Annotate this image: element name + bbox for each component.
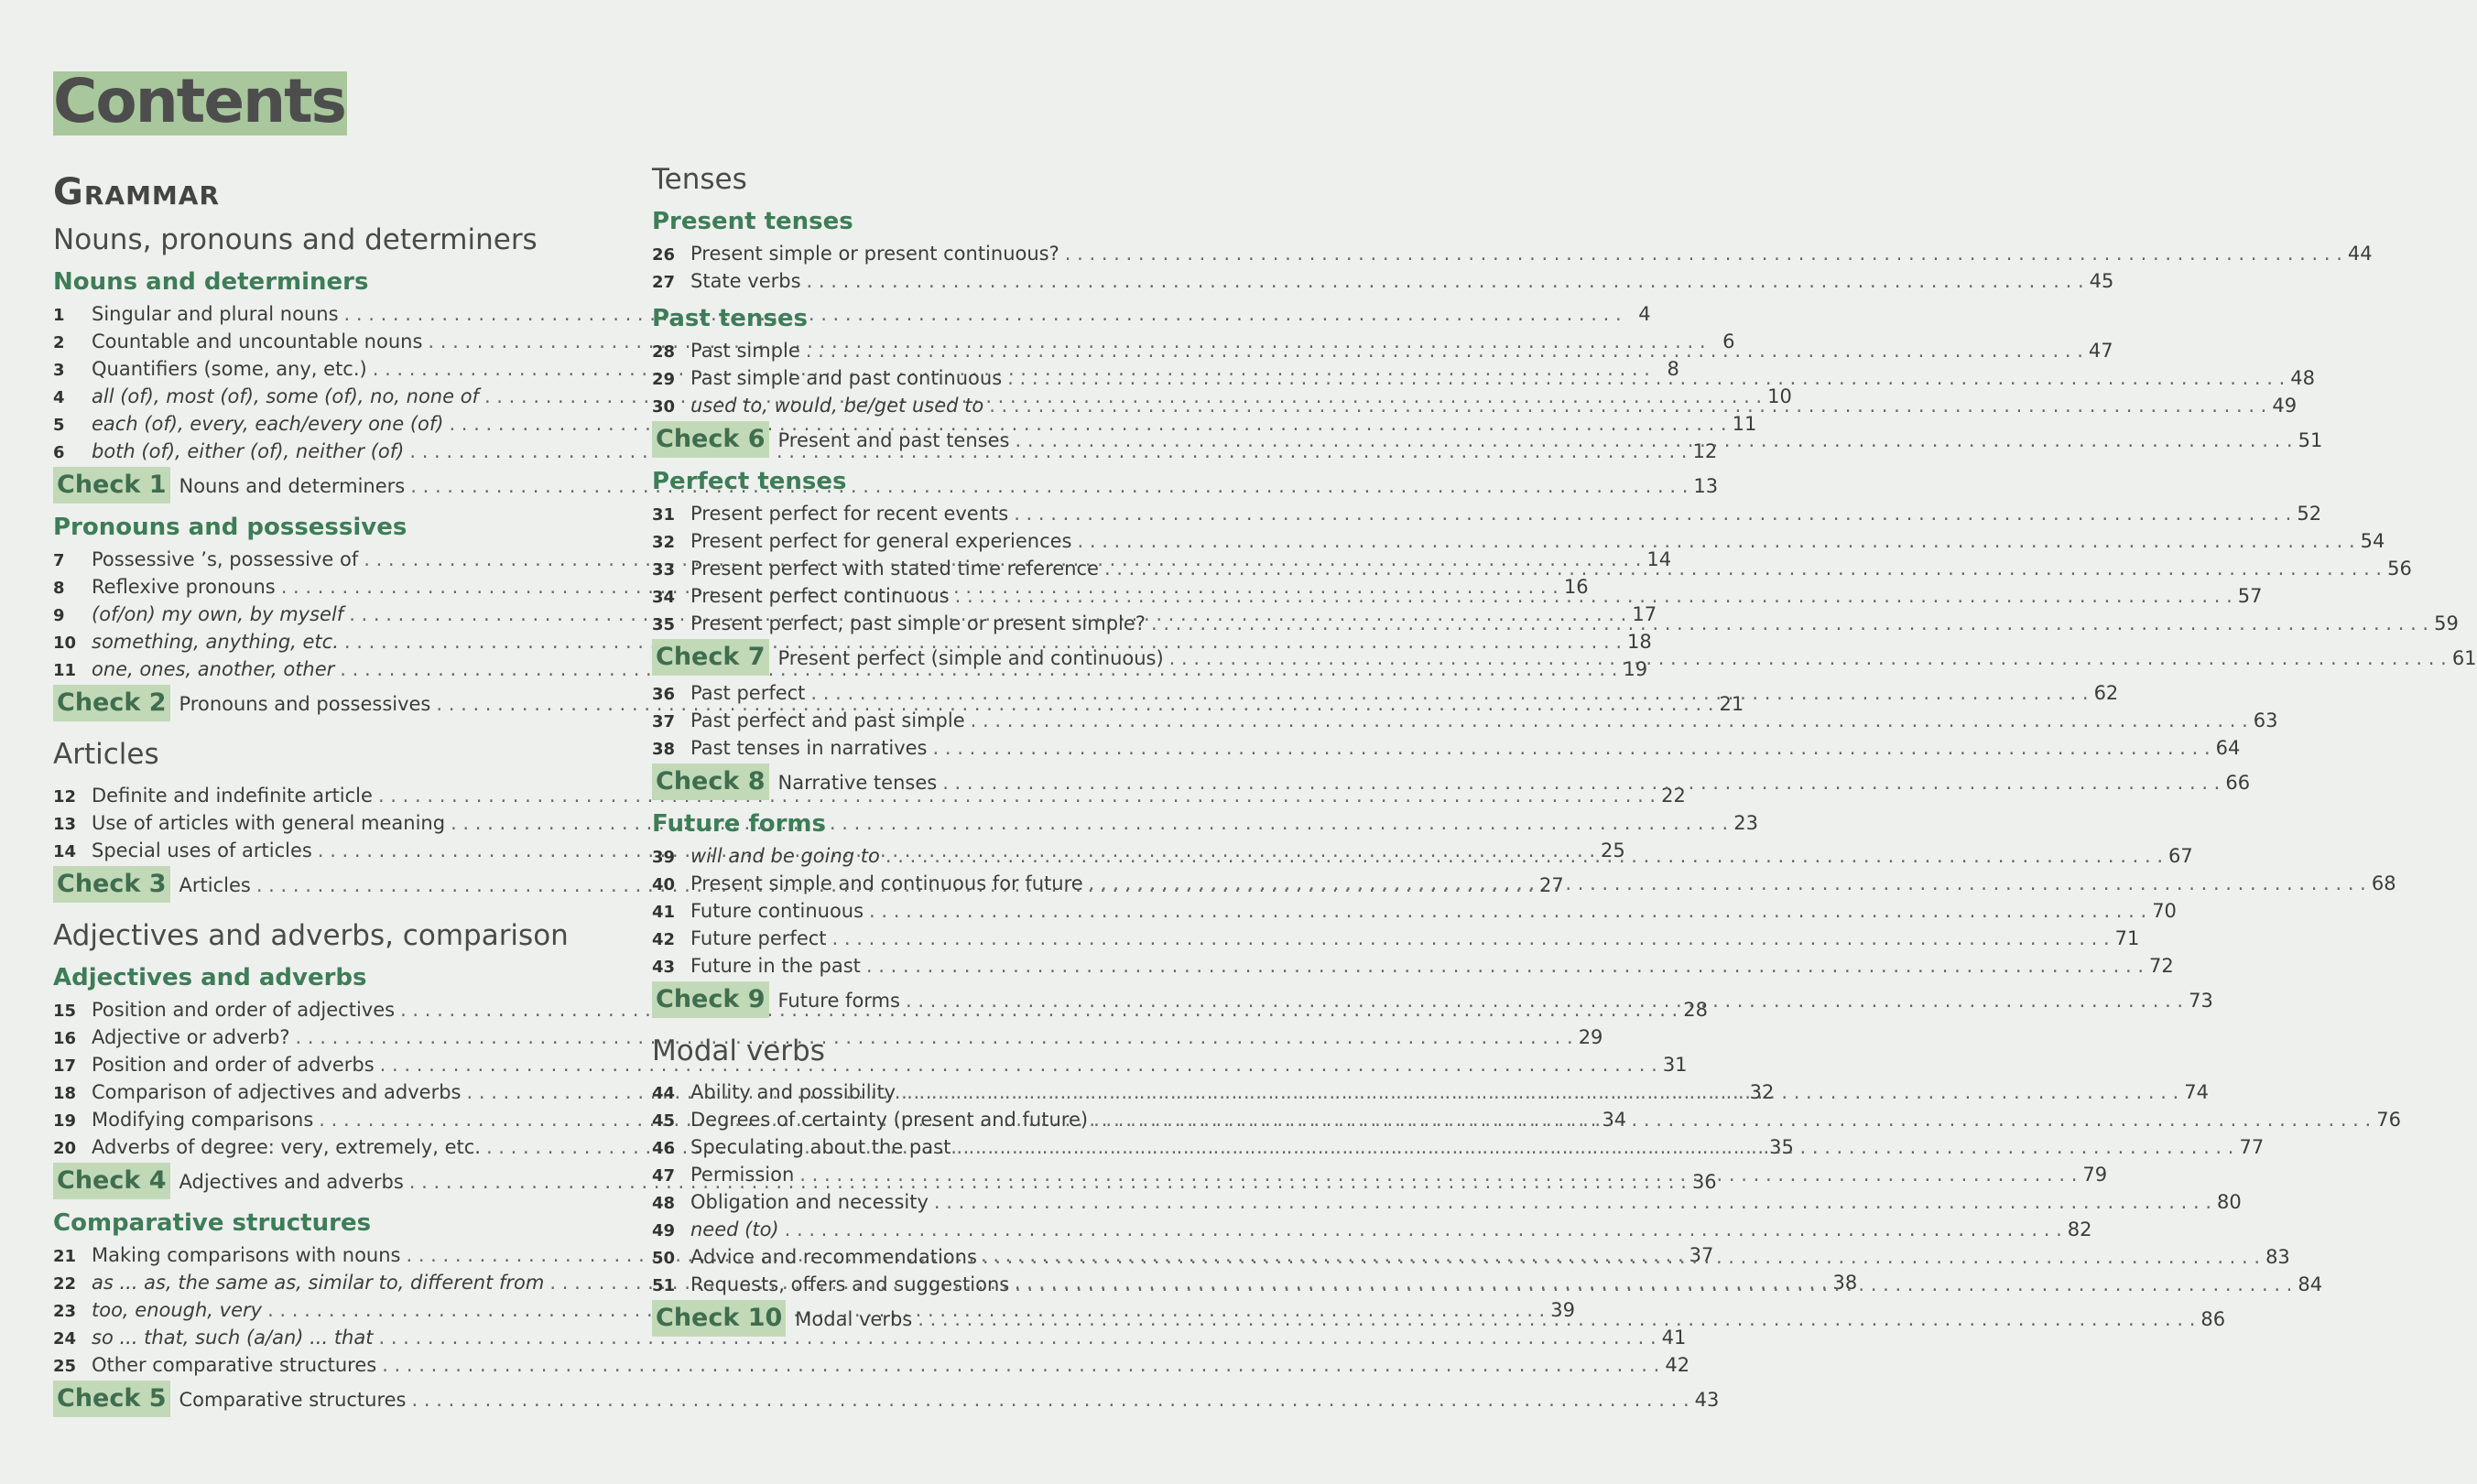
entry-label: Past simple xyxy=(690,340,800,362)
entry-number: 22 xyxy=(53,1274,77,1294)
entry-label: Position and order of adjectives xyxy=(92,999,396,1021)
entry-page: 44 xyxy=(2347,243,2373,265)
entry-label: Present perfect with stated time reference xyxy=(690,558,1099,580)
toc-entry[interactable] xyxy=(53,410,1757,438)
entry-page: 68 xyxy=(2371,872,2396,894)
check-page: 43 xyxy=(1694,1389,1720,1411)
toc-entry[interactable] xyxy=(652,1216,2092,1243)
dot-leader xyxy=(832,925,2110,952)
dot-leader xyxy=(1169,640,2447,677)
entry-label: Adjective or adverb? xyxy=(92,1026,290,1048)
entry-label: Present perfect for general experiences xyxy=(690,530,1072,552)
entry-label: Countable and uncountable nouns xyxy=(92,330,423,352)
entry-page: 41 xyxy=(1661,1327,1687,1349)
dot-leader xyxy=(806,337,2083,364)
entry-label: Past perfect and past simple xyxy=(690,710,965,731)
entry-page: 17 xyxy=(1632,603,1657,625)
entry-label: Past perfect xyxy=(690,682,806,704)
entry-number: 15 xyxy=(53,1002,77,1021)
check-badge: Check 8 xyxy=(652,764,769,800)
dot-leader xyxy=(1015,1271,2292,1298)
entry-number: 12 xyxy=(53,787,77,807)
entry-page: 45 xyxy=(2089,270,2114,292)
dot-leader xyxy=(866,952,2144,980)
check-label: Present and past tenses xyxy=(777,429,1010,451)
entry-label: Present perfect continuous xyxy=(690,585,950,607)
dot-leader xyxy=(1089,870,2366,897)
entry-page: 29 xyxy=(1578,1026,1603,1048)
entry-number: 26 xyxy=(652,245,676,265)
check-label: Future forms xyxy=(777,990,900,1012)
toc-entry[interactable] xyxy=(652,364,2316,392)
entry-page: 22 xyxy=(1661,785,1686,807)
entry-label: Present perfect, past simple or present simple? xyxy=(690,612,1146,634)
entry-page: 49 xyxy=(2272,395,2298,417)
entry-number: 36 xyxy=(652,685,676,704)
check-label: Modal verbs xyxy=(795,1308,913,1330)
entry-page: 34 xyxy=(1602,1109,1627,1131)
entry-page: 64 xyxy=(2215,737,2241,759)
check-label: Nouns and determiners xyxy=(179,475,406,497)
entry-label: Comparison of adjectives and adverbs xyxy=(92,1081,462,1103)
entry-number: 5 xyxy=(53,416,65,435)
entry-label: Possessive ’s, possessive of xyxy=(92,548,359,570)
entry-number: 48 xyxy=(652,1194,676,1213)
entry-number: 9 xyxy=(53,606,65,625)
entry-label: all (of), most (of), some (of), no, none of xyxy=(92,385,479,407)
toc-entry[interactable] xyxy=(652,707,2278,734)
toc-entry[interactable] xyxy=(652,925,2140,952)
entry-number: 18 xyxy=(53,1084,77,1103)
entry-label: Use of articles with general meaning xyxy=(92,812,446,834)
entry-label: Adverbs of degree: very, extremely, etc. xyxy=(92,1136,481,1158)
entry-number: 41 xyxy=(652,903,676,922)
entry-page: 72 xyxy=(2149,955,2174,977)
dot-leader xyxy=(1014,500,2291,527)
entry-page: 38 xyxy=(1832,1272,1858,1294)
entry-number: 47 xyxy=(652,1166,676,1186)
toc-entry[interactable] xyxy=(652,897,2177,925)
dot-leader xyxy=(918,1301,2195,1338)
entry-page: 6 xyxy=(1722,330,1735,352)
entry-label: Speculating about the past xyxy=(690,1136,951,1158)
entry-label: Requests, offers and suggestions xyxy=(690,1273,1010,1295)
entry-page: 4 xyxy=(1638,303,1651,325)
entry-page: 59 xyxy=(2434,612,2459,634)
entry-page: 52 xyxy=(2297,503,2322,525)
dot-leader xyxy=(1007,364,2285,392)
check-page: 66 xyxy=(2225,772,2251,794)
entry-page: 14 xyxy=(1646,548,1672,570)
dot-leader xyxy=(807,267,2084,295)
entry-number: 16 xyxy=(53,1029,77,1048)
check-label: Comparative structures xyxy=(179,1389,407,1411)
entry-number: 17 xyxy=(53,1056,77,1076)
check-badge: Check 10 xyxy=(652,1300,786,1337)
entry-number: 20 xyxy=(53,1139,77,1158)
dot-leader xyxy=(810,679,2088,707)
entry-label: so ... that, such (a/an) ... that xyxy=(92,1327,374,1349)
entry-label: Future continuous xyxy=(690,900,864,922)
toc-entry[interactable] xyxy=(652,267,2114,295)
toc-entry[interactable] xyxy=(652,337,2113,364)
entry-page: 48 xyxy=(2290,367,2316,389)
dot-leader xyxy=(1104,555,2382,582)
entry-number: 51 xyxy=(652,1276,676,1295)
entry-number: 50 xyxy=(652,1249,676,1268)
check-label: Adjectives and adverbs xyxy=(179,1171,404,1193)
check-badge: Check 6 xyxy=(652,421,769,458)
entry-number: 43 xyxy=(652,958,676,977)
entry-page: 54 xyxy=(2360,530,2385,552)
entry-number: 2 xyxy=(53,333,65,352)
entry-page: 79 xyxy=(2082,1164,2108,1186)
entry-page: 74 xyxy=(2184,1081,2209,1103)
check-page: 36 xyxy=(1691,1171,1717,1193)
entry-label: Other comparative structures xyxy=(92,1354,377,1376)
unit-title: Adjectives and adverbs, comparison xyxy=(53,919,569,952)
entry-label: Present simple or present continuous? xyxy=(690,243,1059,265)
entry-label: Past tenses in narratives xyxy=(690,737,928,759)
entry-number: 14 xyxy=(53,842,77,861)
entry-label: Permission xyxy=(690,1164,795,1186)
dot-leader xyxy=(934,1188,2211,1216)
entry-page: 12 xyxy=(1692,440,1718,462)
dot-leader xyxy=(906,982,2183,1019)
check-page: 21 xyxy=(1719,693,1744,715)
dot-leader xyxy=(933,734,2211,762)
dot-leader xyxy=(869,897,2146,925)
check-label: Narrative tenses xyxy=(777,772,938,794)
check-badge: Check 4 xyxy=(53,1163,170,1199)
part-title: Grammar xyxy=(53,171,221,213)
entry-label: Present simple and continuous for future xyxy=(690,872,1083,894)
page-title: Contents xyxy=(53,66,345,136)
dot-leader xyxy=(1151,610,2428,637)
entry-page: 42 xyxy=(1665,1354,1690,1376)
entry-label: Singular and plural nouns xyxy=(92,303,339,325)
dot-leader xyxy=(983,1243,2260,1271)
entry-page: 16 xyxy=(1563,576,1589,598)
entry-label: Modifying comparisons xyxy=(92,1109,314,1131)
section-block xyxy=(652,207,2373,295)
section-title: Comparative structures xyxy=(53,1209,372,1237)
entry-number: 38 xyxy=(652,740,676,759)
check-page: 61 xyxy=(2451,647,2477,669)
entry-label: as ... as, the same as, similar to, different from xyxy=(92,1272,545,1294)
unit-title: Modal verbs xyxy=(652,1034,825,1067)
entry-number: 6 xyxy=(53,443,65,462)
entry-number: 8 xyxy=(53,579,65,598)
entry-label: Making comparisons with nouns xyxy=(92,1244,401,1266)
entry-page: 47 xyxy=(2088,340,2113,362)
section-title: Perfect tenses xyxy=(652,468,847,495)
entry-page: 28 xyxy=(1683,999,1708,1021)
entry-number: 21 xyxy=(53,1247,77,1266)
entry-page: 18 xyxy=(1627,631,1652,653)
entry-label: both (of), either (of), neither (of) xyxy=(92,440,405,462)
entry-label: Obligation and necessity xyxy=(690,1191,929,1213)
entry-page: 84 xyxy=(2298,1273,2323,1295)
entry-number: 10 xyxy=(53,634,77,653)
entry-label: too, enough, very xyxy=(92,1299,263,1321)
dot-leader xyxy=(989,392,2266,419)
entry-number: 31 xyxy=(652,505,676,525)
unit-title: Nouns, pronouns and determiners xyxy=(53,223,538,256)
check-page: 13 xyxy=(1693,475,1719,497)
entry-list xyxy=(652,240,2373,295)
entry-page: 63 xyxy=(2253,710,2278,731)
entry-number: 40 xyxy=(652,875,676,894)
toc-entry[interactable] xyxy=(53,1324,1687,1351)
toc-entry[interactable] xyxy=(53,628,1652,655)
entry-number: 49 xyxy=(652,1221,676,1240)
check-badge: Check 5 xyxy=(53,1381,170,1417)
entry-number: 23 xyxy=(53,1302,77,1321)
entry-label: something, anything, etc. xyxy=(92,631,339,653)
section-title: Adjectives and adverbs xyxy=(53,964,367,991)
check-badge: Check 3 xyxy=(53,866,170,903)
entry-page: 19 xyxy=(1623,658,1648,680)
dot-leader xyxy=(1078,527,2355,555)
entry-number: 27 xyxy=(652,273,676,292)
entry-label: Present perfect for recent events xyxy=(690,503,1009,525)
entry-number: 19 xyxy=(53,1111,77,1131)
check-label: Present perfect (simple and continuous) xyxy=(777,647,1164,669)
entry-page: 35 xyxy=(1769,1136,1794,1158)
dot-leader xyxy=(1015,422,2292,459)
entry-page: 37 xyxy=(1689,1244,1714,1266)
entry-label: one, ones, another, other xyxy=(92,658,335,680)
check-page: 27 xyxy=(1538,874,1564,896)
section-title: Future forms xyxy=(652,810,826,838)
entry-page: 71 xyxy=(2114,927,2140,949)
entry-label: Past simple and past continuous xyxy=(690,367,1003,389)
entry-label: each (of), every, each/every one (of) xyxy=(92,413,444,435)
section-title: Pronouns and possessives xyxy=(53,514,407,541)
toc-entry[interactable] xyxy=(652,240,2373,267)
entry-label: Future perfect xyxy=(690,927,827,949)
unit-title: Articles xyxy=(53,738,159,771)
entry-label: (of/on) my own, by myself xyxy=(92,603,344,625)
section-title: Present tenses xyxy=(652,208,853,235)
entry-number: 13 xyxy=(53,815,77,834)
check-page: 51 xyxy=(2298,429,2323,451)
check-badge: Check 7 xyxy=(652,639,769,676)
entry-label: State verbs xyxy=(690,270,801,292)
entry-number: 35 xyxy=(652,615,676,634)
toc-entry[interactable] xyxy=(652,952,2174,980)
check-page: 73 xyxy=(2189,990,2213,1012)
entry-number: 1 xyxy=(53,306,65,325)
toc-entry[interactable] xyxy=(53,1351,1690,1379)
entry-page: 62 xyxy=(2093,682,2119,704)
entry-page: 83 xyxy=(2265,1246,2290,1268)
entry-page: 57 xyxy=(2237,585,2263,607)
entry-number: 37 xyxy=(652,712,676,731)
entry-label: used to, would, be/get used to xyxy=(690,395,984,417)
entry-number: 25 xyxy=(53,1357,77,1376)
entry-page: 70 xyxy=(2152,900,2177,922)
toc-entry[interactable] xyxy=(652,734,2241,762)
dot-leader xyxy=(412,1381,1689,1418)
entry-number: 44 xyxy=(652,1084,676,1103)
entry-number: 42 xyxy=(652,930,676,949)
entry-page: 82 xyxy=(2067,1219,2092,1240)
section-title: Nouns and determiners xyxy=(53,268,369,296)
entry-number: 3 xyxy=(53,361,65,380)
entry-label: Ability and possibility xyxy=(690,1081,896,1103)
entry-label: need (to) xyxy=(690,1219,779,1240)
dot-leader xyxy=(799,1161,2077,1188)
toc-entry[interactable] xyxy=(652,527,2385,555)
entry-label: Quantifiers (some, any, etc.) xyxy=(92,358,367,380)
entry-page: 80 xyxy=(2217,1191,2242,1213)
entry-label: Special uses of articles xyxy=(92,839,312,861)
check-label: Pronouns and possessives xyxy=(179,693,431,715)
dot-leader xyxy=(901,1078,2178,1106)
entry-page: 32 xyxy=(1749,1081,1775,1103)
check-label: Articles xyxy=(179,874,251,896)
entry-number: 28 xyxy=(652,342,676,362)
entry-number: 4 xyxy=(53,388,65,407)
toc-entry[interactable] xyxy=(53,1051,1688,1078)
unit-title: Tenses xyxy=(652,163,747,196)
entry-number: 7 xyxy=(53,551,65,570)
entry-label: Degrees of certainty (present and future) xyxy=(690,1109,1089,1131)
dot-leader xyxy=(885,842,2163,870)
dot-leader xyxy=(971,707,2248,734)
entry-number: 45 xyxy=(652,1111,676,1131)
dot-leader xyxy=(785,1216,2062,1243)
check-entry[interactable] xyxy=(53,1381,1720,1417)
entry-label: Definite and indefinite article xyxy=(92,785,373,807)
entry-page: 39 xyxy=(1550,1299,1575,1321)
entry-number: 32 xyxy=(652,533,676,552)
entry-number: 11 xyxy=(53,661,77,680)
entry-number: 46 xyxy=(652,1139,676,1158)
entry-number: 33 xyxy=(652,560,676,580)
entry-page: 8 xyxy=(1667,358,1679,380)
dot-leader xyxy=(1065,240,2342,267)
check-badge: Check 9 xyxy=(652,981,769,1018)
check-badge: Check 2 xyxy=(53,685,170,721)
entry-label: Reflexive pronouns xyxy=(92,576,276,598)
dot-leader xyxy=(942,764,2220,801)
toc-entry[interactable] xyxy=(652,500,2322,527)
entry-label: Advice and recommendations xyxy=(690,1246,977,1268)
entry-page: 56 xyxy=(2387,558,2412,580)
check-page: 86 xyxy=(2200,1308,2226,1330)
entry-page: 31 xyxy=(1662,1054,1688,1076)
entry-number: 29 xyxy=(652,370,676,389)
section-title: Past tenses xyxy=(652,305,809,332)
entry-label: Position and order of adverbs xyxy=(92,1054,375,1076)
entry-page: 11 xyxy=(1732,413,1757,435)
entry-page: 10 xyxy=(1767,385,1792,407)
entry-label: will and be going to xyxy=(690,845,880,867)
entry-page: 77 xyxy=(2239,1136,2265,1158)
dot-leader xyxy=(382,1351,1659,1379)
entry-page: 23 xyxy=(1733,812,1758,834)
entry-number: 30 xyxy=(652,397,676,417)
dot-leader xyxy=(1093,1106,2371,1133)
entry-number: 34 xyxy=(652,588,676,607)
toc-entry[interactable] xyxy=(652,1188,2242,1216)
entry-number: 24 xyxy=(53,1329,77,1349)
entry-label: Future in the past xyxy=(690,955,861,977)
entry-page: 25 xyxy=(1601,839,1625,861)
entry-page: 67 xyxy=(2168,845,2193,867)
check-badge: Check 1 xyxy=(53,467,170,504)
entry-number: 39 xyxy=(652,848,676,867)
entry-page: 76 xyxy=(2376,1109,2401,1131)
dot-leader xyxy=(956,1133,2233,1161)
dot-leader xyxy=(955,582,2233,610)
